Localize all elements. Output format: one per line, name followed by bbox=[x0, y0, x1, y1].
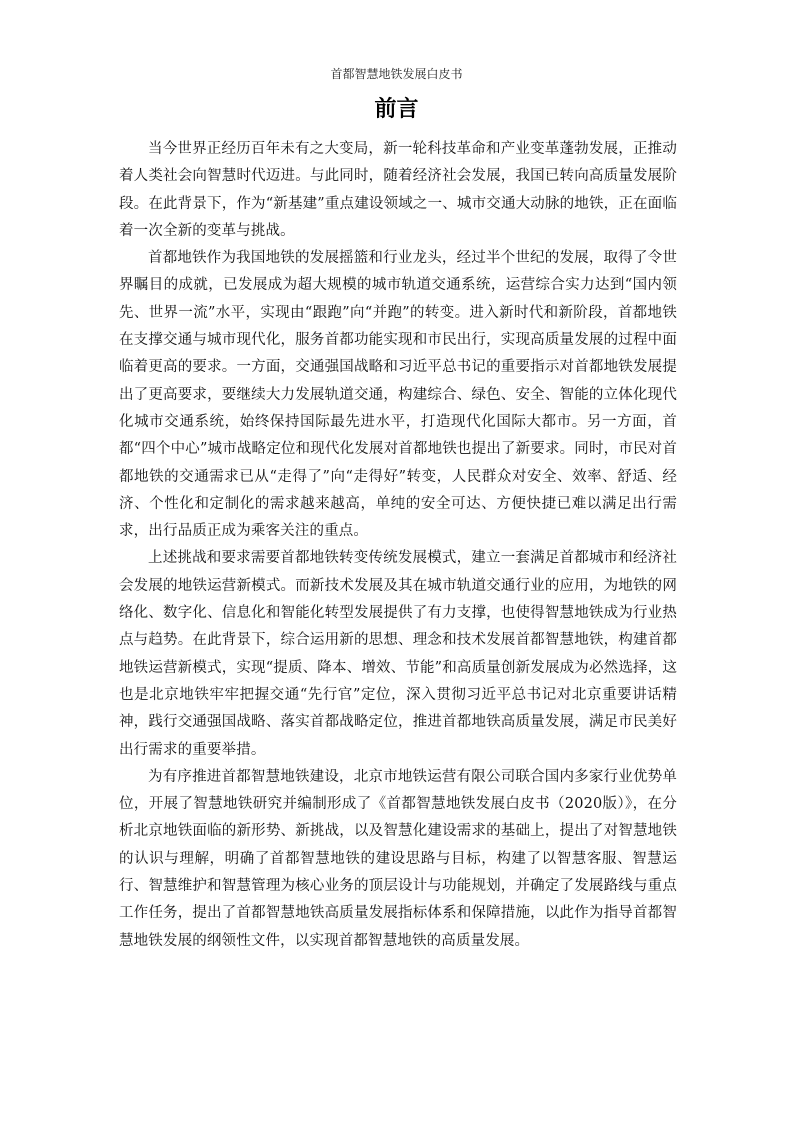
paragraph-1: 当今世界正经历百年未有之大变局，新一轮科技革命和产业变革蓬勃发展，正推动着人类社会向智慧时代迈进。与此同时，随着经济社会发展，我国已转向高质量发展阶段。在此背景下，作为“新基建”重点建设领域之一、城市交通大动脉的地铁，正在面临着一次全新的变革与挑战。 bbox=[119, 141, 677, 239]
body-text bbox=[119, 136, 677, 955]
paragraph-3: 上述挑战和要求需要首都地铁转变传统发展模式，建立一套满足首都城市和经济社会发展的地铁运营新模式。而新技术发展及其在城市轨道交通行业的应用，为地铁的网络化、数字化、信息化和智能化转型发展提供了有力支撑，也使得智慧地铁成为行业热点与趋势。在此背景下，综合运用新的思想、理念和技术发展首都智慧地铁，构建首都地铁运营新模式，实现“提质、降本、增效、节能”和高质量创新发展成为必然选择，这也是北京地铁牢牢把握交通“先行官”定位，深入贯彻习近平总书记对北京重要讲话精神，践行交通强国战略、落实首都战略定位，推进首都地铁高质量发展，满足市民美好出行需求的重要举措。 bbox=[119, 550, 677, 758]
paragraph-4: 为有序推进首都智慧地铁建设，北京市地铁运营有限公司联合国内多家行业优势单位，开展了智慧地铁研究并编制形成了《首都智慧地铁发展白皮书（2020版）》，在分析北京地铁面临的新形势、新挑战，以及智慧化建设需求的基础上，提出了对智慧地铁的认识与理解，明确了首都智慧地铁的建设思路与目标，构建了以智慧客服、智慧运行、智慧维护和智慧管理为核心业务的顶层设计与功能规划，并确定了发展路线与重点工作任务，提出了首都智慧地铁高质量发展指标体系和保障措施，以此作为指导首都智慧地铁发展的纲领性文件，以实现首都智慧地铁的高质量发展。 bbox=[119, 768, 677, 949]
paragraph-2: 首都地铁作为我国地铁的发展摇篮和行业龙头，经过半个世纪的发展，取得了令世界瞩目的成就，已发展成为超大规模的城市轨道交通系统，运营综合实力达到“国内领先、世界一流”水平，实现由“跟跑”向“并跑”的转变。进入新时代和新阶段，首都地铁在支撑交通与城市现代化，服务首都功能实现和市民出行，实现高质量发展的过程中面临着更高的要求。一方面，交通强国战略和习近平总书记的重要指示对首都地铁发展提出了更高要求，要继续大力发展轨道交通，构建综合、绿色、安全、智能的立体化现代化城市交通系统，始终保持国际最先进水平，打造现代化国际大都市。另一方面，首都“四个中心”城市战略定位和现代化发展对首都地铁也提出了新要求。同时，市民对首都地铁的交通需求已从“走得了”向“走得好”转变，人民群众对安全、效率、舒适、经济、个性化和定制化的需求越来越高，单纯的安全可达、方便快捷已难以满足出行需求，出行品质正成为乘客关注的重点。 bbox=[119, 250, 677, 540]
running-header: 首都智慧地铁发展白皮书 bbox=[330, 67, 463, 81]
page-title: 前言 bbox=[374, 97, 419, 122]
